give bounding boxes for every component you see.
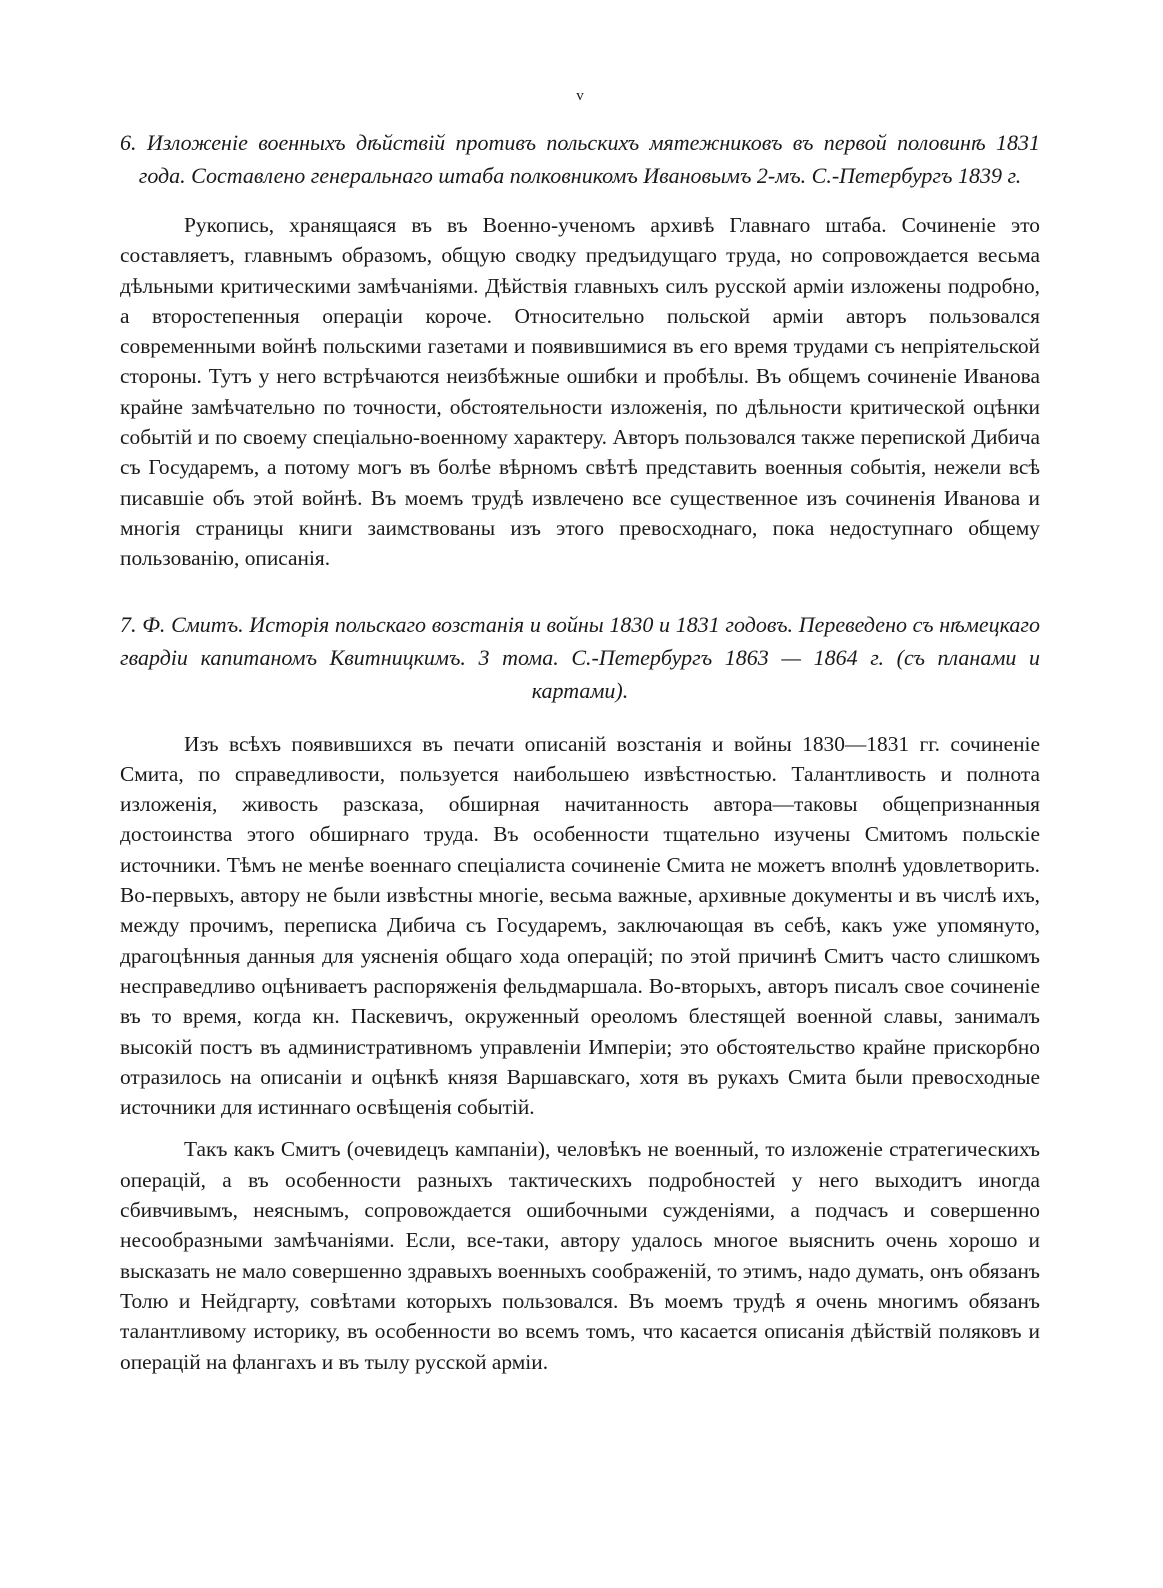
entry-heading: 6. Изложеніе военныхъ дѣйствій противъ польскихъ мятежниковъ въ первой половинѣ 1831 года. Составлено генеральнаго штаба полковникомъ Ивановымъ 2-мъ. С.-Петербургъ 1839 г. xyxy=(120,130,1040,188)
bibliography-entry-7 xyxy=(120,608,1040,1377)
page-number: v xyxy=(576,88,584,104)
document-page xyxy=(120,88,1040,1407)
bibliography-entry-6 xyxy=(120,126,1040,574)
entry-paragraph: Изъ всѣхъ появившихся въ печати описаній возстанія и войны 1830—1831 гг. сочиненіе Смита, по справедливости, пользуется наибольшею извѣстностью. Талантливость и полнота изложенія, живость разсказа, обширная начитанность автора—таковы общепризнанныя достоинства этого обширнаго труда. Въ особенности тщательно изучены Смитомъ польскіе источники. Тѣмъ не менѣе военнаго спеціалиста сочиненіе Смита не можетъ вполнѣ удовлетворить. Во-первыхъ, автору не были извѣстны многіе, весьма важные, архивные документы и въ числѣ ихъ, между прочимъ, переписка Дибича съ Государемъ, заключающая въ себѣ, какъ уже упомянуто, драгоцѣнныя данныя для уясненія общаго хода операцій; по этой причинѣ Смитъ часто слишкомъ несправедливо оцѣниваетъ распоряженія фельдмаршала. Во-вторыхъ, авторъ писалъ свое сочиненіе въ то время, когда кн. Паскевичъ, окруженный ореоломъ блестящей военной славы, занималъ высокій постъ въ административномъ управленіи Имперіи; это обстоятельство крайне прискорбно отразилось на описаніи и оцѣнкѣ князя Варшавскаго, хотя въ рукахъ Смита были превосходные источники для истиннаго освѣщенія событій. xyxy=(120,731,1040,1120)
entry-paragraph: Рукопись, хранящаяся въ въ Военно-ученомъ архивѣ Главнаго штаба. Сочиненіе это составляетъ, главнымъ образомъ, общую сводку предъидущаго труда, но сопровождается весьма дѣльными критическими замѣчаніями. Дѣйствія главныхъ силъ русской арміи изложены подробно, а второстепенныя операціи короче. Относительно польской арміи авторъ пользовался современными войнѣ польскими газетами и появившимися въ его время трудами съ непріятельской стороны. Тутъ у него встрѣчаются неизбѣжные ошибки и пробѣлы. Въ общемъ сочиненіе Иванова крайне замѣчательно по точности, обстоятельности изложенія, по дѣльности критической оцѣнки событій и по своему спеціально-военному характеру. Авторъ пользовался также перепиской Дибича съ Государемъ, а потому могъ въ болѣе вѣрномъ свѣтѣ представить военныя событія, нежели всѣ писавшіе объ этой войнѣ. Въ моемъ трудѣ извлечено все существенное изъ сочиненія Иванова и многія страницы книги заимствованы изъ этого превосходнаго, пока недоступнаго общему пользованію, описанія. xyxy=(120,213,1040,571)
entry-heading: 7. Ф. Смитъ. Исторія польскаго возстанія и войны 1830 и 1831 годовъ. Переведено съ нѣмецкаго гвардіи капитаномъ Квитницкимъ. 3 тома. С.-Петербургъ 1863 — 1864 г. (съ планами и картами). xyxy=(120,611,1040,703)
entry-paragraph: Такъ какъ Смитъ (очевидецъ кампаніи), человѣкъ не военный, то изложеніе стратегическихъ операцій, а въ особенности разныхъ тактическихъ подробностей у него выходитъ иногда сбивчивымъ, неяснымъ, сопровождается ошибочными сужденіями, а подчасъ и совершенно несообразными замѣчаніями. Если, все-таки, автору удалось многое выяснить очень хорошо и высказать не мало совершенно здравыхъ военныхъ соображеній, то этимъ, надо думать, онъ обязанъ Толю и Нейдгарту, совѣтами которыхъ пользовался. Въ моемъ трудѣ я очень многимъ обязанъ талантливому историку, въ особенности во всемъ томъ, что касается описанія дѣйствій поляковъ и операцій на флангахъ и въ тылу русской арміи. xyxy=(120,1137,1040,1374)
